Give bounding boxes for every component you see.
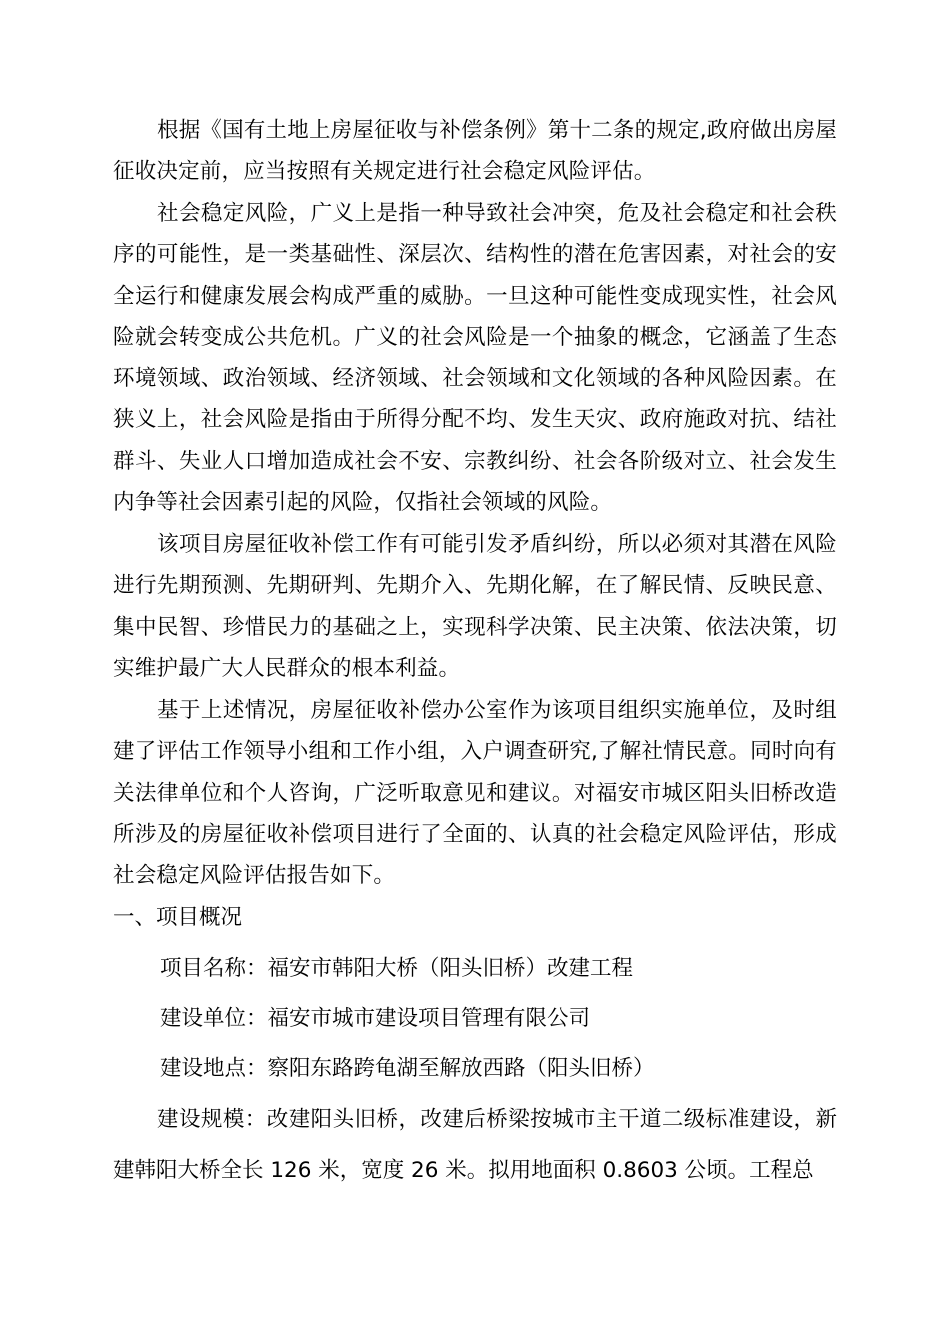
paragraph-assessment-process: 基于上述情况，房屋征收补偿办公室作为该项目组织实施单位，及时组建了评估工作领导小组和工作小组，入户调查研究,了解社情民意。同时向有关法律单位和个人咨询，广泛听取意见和建议。对福安市城区阳头旧桥改造所涉及的房屋征收补偿项目进行了全面的、认真的社会稳定风险评估，形成社会稳定风险评估报告如下。 — [113, 698, 837, 889]
project-name-field: 项目名称：福安市韩阳大桥（阳头旧桥）改建工程 — [160, 956, 634, 981]
scale-paragraph: 建设规模：改建阳头旧桥，改建后桥梁按城市主干道二级标准建设，新建韩阳大桥全长 126 米，宽度 26 米。拟用地面积 0.8603 公顷。工程总 — [113, 1107, 837, 1183]
location-field: 建设地点：察阳东路跨龟湖至解放西路（阳头旧桥） — [160, 1056, 655, 1081]
paragraph-social-risk-definition: 社会稳定风险，广义上是指一种导致社会冲突，危及社会稳定和社会秩序的可能性，是一类基础性、深层次、结构性的潜在危害因素，对社会的安全运行和健康发展会构成严重的威胁。一旦这种可能性变成现实性，社会风险就会转变成公共危机。广义的社会风险是一个抽象的概念，它涵盖了生态环境领域、政治领域、经济领域、社会领域和文化领域的各种风险因素。在狭义上，社会风险是指由于所得分配不均、发生天灾、政府施政对抗、结社群斗、失业人口增加造成社会不安、宗教纠纷、社会各阶级对立、社会发生内争等社会因素引起的风险，仅指社会领域的风险。 — [113, 201, 837, 516]
section-heading-project-overview: 一、项目概况 — [113, 905, 243, 930]
paragraph-legal-basis: 根据《国有土地上房屋征收与补偿条例》第十二条的规定,政府做出房屋征收决定前，应当按照有关规定进行社会稳定风险评估。 — [113, 118, 837, 185]
paragraph-project-risk: 该项目房屋征收补偿工作有可能引发矛盾纠纷，所以必须对其潜在风险进行先期预测、先期研判、先期介入、先期化解，在了解民情、反映民意、集中民智、珍惜民力的基础之上，实现科学决策、民主决策、依法决策，切实维护最广大人民群众的根本利益。 — [113, 532, 837, 681]
builder-field: 建设单位：福安市城市建设项目管理有限公司 — [160, 1006, 591, 1031]
